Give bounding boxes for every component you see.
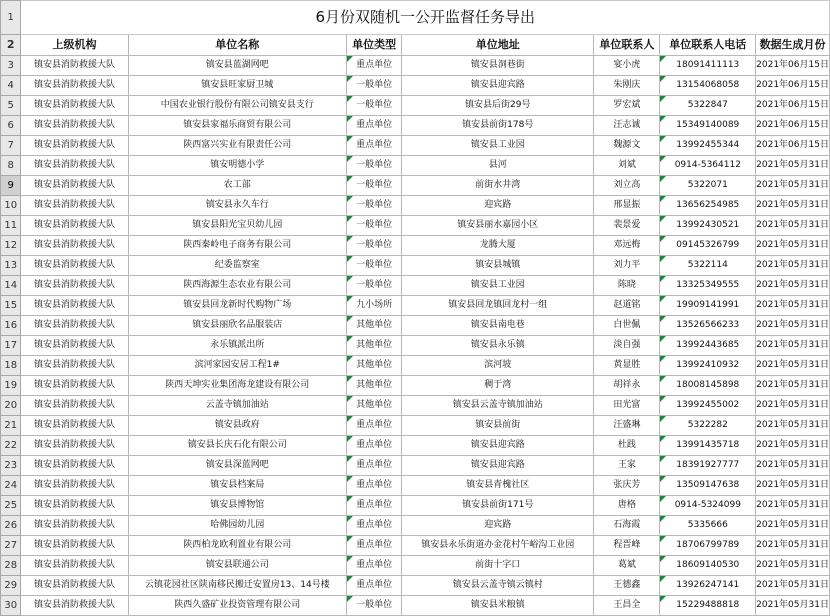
cell-unit-address[interactable]: 迎宾路	[402, 516, 594, 536]
cell-unit-address[interactable]: 镇安县丽水嘉园小区	[402, 216, 594, 236]
header-cell-data-month[interactable]: 数据生成月份	[756, 35, 830, 56]
cell-unit-address[interactable]: 县河	[402, 156, 594, 176]
cell-contact[interactable]: 刘力平	[594, 256, 660, 276]
cell-contact-phone[interactable]: 5322847	[660, 96, 756, 116]
cell-contact[interactable]: 罗宏斌	[594, 96, 660, 116]
cell-unit-address[interactable]: 镇安县前街178号	[402, 116, 594, 136]
table-row	[1, 316, 830, 336]
cell-data-month[interactable]: 2021年06月15日	[756, 136, 830, 156]
cell-contact[interactable]: 邓远梅	[594, 236, 660, 256]
table-row	[1, 416, 830, 436]
cell-unit-name[interactable]: 镇安县丽欣名品服装店	[128, 316, 346, 336]
cell-data-month[interactable]: 2021年05月31日	[756, 416, 830, 436]
table-row	[1, 536, 830, 556]
cell-data-month[interactable]: 2021年05月31日	[756, 376, 830, 396]
table-row	[1, 176, 830, 196]
cell-parent-org[interactable]: 镇安县消防救援大队	[21, 296, 128, 316]
cell-data-month[interactable]: 2021年05月31日	[756, 356, 830, 376]
cell-parent-org[interactable]: 镇安县消防救援大队	[21, 136, 128, 156]
cell-contact-phone[interactable]: 18008145898	[660, 376, 756, 396]
table-row	[1, 376, 830, 396]
cell-unit-name[interactable]: 永乐镇派出所	[128, 336, 346, 356]
cell-unit-name[interactable]: 陕西天坤实业集团海龙建设有限公司	[128, 376, 346, 396]
row-header[interactable]: 6	[1, 116, 21, 136]
cell-unit-name[interactable]: 镇安县家福乐商贸有限公司	[128, 116, 346, 136]
cell-unit-name[interactable]: 镇安县永久车行	[128, 196, 346, 216]
sheet-title[interactable]: 6月份双随机一公开监督任务导出	[21, 1, 830, 35]
cell-unit-name[interactable]: 哈佛园幼儿园	[128, 516, 346, 536]
cell-contact[interactable]: 陈晓	[594, 276, 660, 296]
table-row	[1, 336, 830, 356]
cell-unit-type[interactable]: 其他单位	[347, 316, 402, 336]
cell-parent-org[interactable]: 镇安县消防救援大队	[21, 496, 128, 516]
cell-contact-phone[interactable]: 0914-5324099	[660, 496, 756, 516]
cell-contact[interactable]: 刘斌	[594, 156, 660, 176]
cell-unit-address[interactable]: 镇安县前街	[402, 416, 594, 436]
cell-unit-type[interactable]: 一般单位	[347, 156, 402, 176]
cell-contact-phone[interactable]: 18706799789	[660, 536, 756, 556]
cell-unit-type[interactable]: 一般单位	[347, 176, 402, 196]
cell-unit-name[interactable]: 纪委监察室	[128, 256, 346, 276]
cell-contact-phone[interactable]: 13992410932	[660, 356, 756, 376]
header-cell-unit-address[interactable]: 单位地址	[402, 35, 594, 56]
row-header[interactable]: 11	[1, 216, 21, 236]
cell-contact[interactable]: 淡自强	[594, 336, 660, 356]
cell-unit-name[interactable]: 镇安县回龙新时代购物广场	[128, 296, 346, 316]
cell-unit-address[interactable]: 滨河坡	[402, 356, 594, 376]
row-header[interactable]: 8	[1, 156, 21, 176]
cell-unit-name[interactable]: 镇安县深蓝网吧	[128, 456, 346, 476]
row-header[interactable]: 9	[1, 176, 21, 196]
cell-contact-phone[interactable]: 13992455002	[660, 396, 756, 416]
cell-data-month[interactable]: 2021年05月31日	[756, 156, 830, 176]
row-header[interactable]: 12	[1, 236, 21, 256]
cell-unit-name[interactable]: 陕西海源生态农业有限公司	[128, 276, 346, 296]
cell-parent-org[interactable]: 镇安县消防救援大队	[21, 96, 128, 116]
header-cell-unit-type[interactable]: 单位类型	[347, 35, 402, 56]
cell-unit-name[interactable]: 镇安县长庆石化有限公司	[128, 436, 346, 456]
cell-unit-name[interactable]: 云镇花园社区陕南移民搬迁安置房13、14号楼	[128, 576, 346, 596]
cell-data-month[interactable]: 2021年05月31日	[756, 276, 830, 296]
cell-contact-phone[interactable]: 13926247141	[660, 576, 756, 596]
cell-data-month[interactable]: 2021年05月31日	[756, 316, 830, 336]
cell-contact[interactable]: 王德鑫	[594, 576, 660, 596]
row-header[interactable]: 5	[1, 96, 21, 116]
cell-unit-address[interactable]: 镇安县工业园	[402, 136, 594, 156]
cell-unit-address[interactable]: 镇安县迎宾路	[402, 456, 594, 476]
cell-contact-phone[interactable]: 5322282	[660, 416, 756, 436]
row-header[interactable]: 19	[1, 376, 21, 396]
cell-data-month[interactable]: 2021年05月31日	[756, 516, 830, 536]
table-row	[1, 276, 830, 296]
table-row	[1, 156, 830, 176]
cell-unit-name[interactable]: 镇安明德小学	[128, 156, 346, 176]
cell-unit-address[interactable]: 镇安县回龙镇回龙村一组	[402, 296, 594, 316]
cell-unit-type[interactable]: 重点单位	[347, 456, 402, 476]
cell-data-month[interactable]: 2021年06月15日	[756, 96, 830, 116]
table-row	[1, 576, 830, 596]
cell-parent-org[interactable]: 镇安县消防救援大队	[21, 196, 128, 216]
cell-contact[interactable]: 王昌全	[594, 596, 660, 616]
cell-unit-type[interactable]: 九小场所	[347, 296, 402, 316]
cell-unit-type[interactable]: 重点单位	[347, 516, 402, 536]
cell-contact-phone[interactable]: 13992430521	[660, 216, 756, 236]
cell-parent-org[interactable]: 镇安县消防救援大队	[21, 356, 128, 376]
cell-data-month[interactable]: 2021年05月31日	[756, 556, 830, 576]
cell-unit-name[interactable]: 陕西秦岭电子商务有限公司	[128, 236, 346, 256]
cell-unit-address[interactable]: 镇安县洞巷街	[402, 56, 594, 76]
table-row	[1, 556, 830, 576]
cell-contact-phone[interactable]: 13154068058	[660, 76, 756, 96]
cell-parent-org[interactable]: 镇安县消防救援大队	[21, 556, 128, 576]
cell-data-month[interactable]: 2021年05月31日	[756, 196, 830, 216]
row-header[interactable]: 4	[1, 76, 21, 96]
cell-data-month[interactable]: 2021年05月31日	[756, 576, 830, 596]
cell-unit-type[interactable]: 重点单位	[347, 136, 402, 156]
cell-parent-org[interactable]: 镇安县消防救援大队	[21, 116, 128, 136]
cell-unit-name[interactable]: 云盖寺镇加油站	[128, 396, 346, 416]
cell-unit-type[interactable]: 重点单位	[347, 576, 402, 596]
cell-unit-address[interactable]: 迎宾路	[402, 196, 594, 216]
cell-unit-address[interactable]: 镇安县永乐镇	[402, 336, 594, 356]
cell-data-month[interactable]: 2021年05月31日	[756, 436, 830, 456]
cell-unit-name[interactable]: 陕西富兴实业有限责任公司	[128, 136, 346, 156]
cell-contact-phone[interactable]: 15229488818	[660, 596, 756, 616]
cell-parent-org[interactable]: 镇安县消防救援大队	[21, 436, 128, 456]
row-header[interactable]: 16	[1, 316, 21, 336]
row-header[interactable]: 23	[1, 456, 21, 476]
row-header[interactable]: 18	[1, 356, 21, 376]
table-row	[1, 496, 830, 516]
cell-data-month[interactable]: 2021年06月15日	[756, 116, 830, 136]
cell-contact[interactable]: 魏源文	[594, 136, 660, 156]
cell-contact[interactable]: 邢显振	[594, 196, 660, 216]
cell-parent-org[interactable]: 镇安县消防救援大队	[21, 76, 128, 96]
cell-unit-name[interactable]: 陕西久盛矿业投资管理有限公司	[128, 596, 346, 616]
table-row	[1, 436, 830, 456]
cell-contact[interactable]: 朱刚庆	[594, 76, 660, 96]
cell-unit-type[interactable]: 重点单位	[347, 536, 402, 556]
cell-unit-type[interactable]: 一般单位	[347, 196, 402, 216]
cell-contact[interactable]: 汪志诚	[594, 116, 660, 136]
row-header[interactable]: 17	[1, 336, 21, 356]
cell-unit-name[interactable]: 镇安县博物馆	[128, 496, 346, 516]
cell-unit-type[interactable]: 一般单位	[347, 216, 402, 236]
cell-parent-org[interactable]: 镇安县消防救援大队	[21, 536, 128, 556]
cell-unit-type[interactable]: 重点单位	[347, 476, 402, 496]
cell-contact[interactable]: 白世佩	[594, 316, 660, 336]
cell-unit-address[interactable]: 前街十字口	[402, 556, 594, 576]
row-header[interactable]: 14	[1, 276, 21, 296]
cell-parent-org[interactable]: 镇安县消防救援大队	[21, 476, 128, 496]
cell-parent-org[interactable]: 镇安县消防救援大队	[21, 236, 128, 256]
cell-contact[interactable]: 杜践	[594, 436, 660, 456]
cell-contact-phone[interactable]: 13509147638	[660, 476, 756, 496]
row-header[interactable]: 2	[1, 35, 21, 56]
row-header[interactable]: 26	[1, 516, 21, 536]
cell-contact[interactable]: 裴景爱	[594, 216, 660, 236]
header-cell-contact[interactable]: 单位联系人	[594, 35, 660, 56]
cell-contact-phone[interactable]: 5322114	[660, 256, 756, 276]
cell-unit-name[interactable]: 陕西柏龙欧利置业有限公司	[128, 536, 346, 556]
row-header[interactable]: 1	[1, 1, 21, 35]
cell-contact-phone[interactable]: 13325349555	[660, 276, 756, 296]
cell-contact-phone[interactable]: 13992455344	[660, 136, 756, 156]
cell-parent-org[interactable]: 镇安县消防救援大队	[21, 516, 128, 536]
cell-unit-name[interactable]: 镇安县阳光宝贝幼儿园	[128, 216, 346, 236]
row-header[interactable]: 28	[1, 556, 21, 576]
cell-parent-org[interactable]: 镇安县消防救援大队	[21, 596, 128, 616]
row-header[interactable]: 25	[1, 496, 21, 516]
cell-unit-address[interactable]: 龙腾大厦	[402, 236, 594, 256]
cell-data-month[interactable]: 2021年05月31日	[756, 496, 830, 516]
row-header[interactable]: 10	[1, 196, 21, 216]
table-row	[1, 296, 830, 316]
cell-unit-name[interactable]: 镇安县联通公司	[128, 556, 346, 576]
row-header[interactable]: 27	[1, 536, 21, 556]
cell-unit-type[interactable]: 一般单位	[347, 76, 402, 96]
cell-unit-type[interactable]: 重点单位	[347, 56, 402, 76]
cell-parent-org[interactable]: 镇安县消防救援大队	[21, 56, 128, 76]
table-row	[1, 76, 830, 96]
cell-data-month[interactable]: 2021年05月31日	[756, 336, 830, 356]
cell-data-month[interactable]: 2021年05月31日	[756, 596, 830, 616]
cell-data-month[interactable]: 2021年05月31日	[756, 216, 830, 236]
cell-data-month[interactable]: 2021年05月31日	[756, 536, 830, 556]
cell-unit-type[interactable]: 重点单位	[347, 556, 402, 576]
cell-data-month[interactable]: 2021年05月31日	[756, 476, 830, 496]
cell-unit-type[interactable]: 重点单位	[347, 496, 402, 516]
row-header[interactable]: 30	[1, 596, 21, 616]
cell-unit-type[interactable]: 其他单位	[347, 356, 402, 376]
cell-contact-phone[interactable]: 13656254985	[660, 196, 756, 216]
cell-data-month[interactable]: 2021年05月31日	[756, 456, 830, 476]
cell-contact-phone[interactable]: 0914-5364112	[660, 156, 756, 176]
cell-contact-phone[interactable]: 13991435718	[660, 436, 756, 456]
cell-unit-type[interactable]: 重点单位	[347, 416, 402, 436]
row-header[interactable]: 20	[1, 396, 21, 416]
cell-unit-address[interactable]: 镇安县迎宾路	[402, 436, 594, 456]
cell-unit-name[interactable]: 农工部	[128, 176, 346, 196]
cell-unit-name[interactable]: 镇安县旺家厨卫城	[128, 76, 346, 96]
cell-contact-phone[interactable]: 13992443685	[660, 336, 756, 356]
cell-data-month[interactable]: 2021年06月15日	[756, 76, 830, 96]
cell-unit-address[interactable]: 镇安县米粮镇	[402, 596, 594, 616]
cell-parent-org[interactable]: 镇安县消防救援大队	[21, 396, 128, 416]
cell-unit-type[interactable]: 其他单位	[347, 336, 402, 356]
cell-contact[interactable]: 胡祥永	[594, 376, 660, 396]
row-header[interactable]: 24	[1, 476, 21, 496]
cell-contact-phone[interactable]: 13526566233	[660, 316, 756, 336]
cell-contact-phone[interactable]: 18391927777	[660, 456, 756, 476]
cell-unit-name[interactable]: 镇安县档案局	[128, 476, 346, 496]
cell-unit-address[interactable]: 镇安县城镇	[402, 256, 594, 276]
cell-unit-type[interactable]: 一般单位	[347, 96, 402, 116]
row-header[interactable]: 29	[1, 576, 21, 596]
table-row	[1, 96, 830, 116]
header-cell-parent-org[interactable]: 上级机构	[21, 35, 128, 56]
header-cell-unit-name[interactable]: 单位名称	[128, 35, 346, 56]
cell-contact[interactable]: 刘立高	[594, 176, 660, 196]
row-header[interactable]: 22	[1, 436, 21, 456]
cell-unit-type[interactable]: 其他单位	[347, 396, 402, 416]
cell-unit-type[interactable]: 重点单位	[347, 436, 402, 456]
cell-unit-address[interactable]: 镇安县工业园	[402, 276, 594, 296]
cell-data-month[interactable]: 2021年05月31日	[756, 296, 830, 316]
cell-parent-org[interactable]: 镇安县消防救援大队	[21, 256, 128, 276]
table-row	[1, 56, 830, 76]
table-row	[1, 196, 830, 216]
cell-contact[interactable]: 黄显胜	[594, 356, 660, 376]
cell-unit-address[interactable]: 镇安县后街29号	[402, 96, 594, 116]
cell-parent-org[interactable]: 镇安县消防救援大队	[21, 416, 128, 436]
cell-unit-type[interactable]: 一般单位	[347, 596, 402, 616]
cell-contact[interactable]: 葛斌	[594, 556, 660, 576]
cell-parent-org[interactable]: 镇安县消防救援大队	[21, 336, 128, 356]
cell-unit-address[interactable]: 镇安县南电巷	[402, 316, 594, 336]
cell-contact[interactable]: 赵道铭	[594, 296, 660, 316]
cell-unit-address[interactable]: 稠于湾	[402, 376, 594, 396]
table-row	[1, 216, 830, 236]
row-header[interactable]: 13	[1, 256, 21, 276]
header-cell-contact-phone[interactable]: 单位联系人电话	[660, 35, 756, 56]
cell-contact-phone[interactable]: 09145326799	[660, 236, 756, 256]
cell-contact-phone[interactable]: 5322071	[660, 176, 756, 196]
cell-parent-org[interactable]: 镇安县消防救援大队	[21, 156, 128, 176]
cell-parent-org[interactable]: 镇安县消防救援大队	[21, 216, 128, 236]
cell-contact[interactable]: 田光富	[594, 396, 660, 416]
cell-unit-address[interactable]: 镇安县青槐社区	[402, 476, 594, 496]
cell-unit-type[interactable]: 其他单位	[347, 376, 402, 396]
cell-data-month[interactable]: 2021年05月31日	[756, 236, 830, 256]
row-header[interactable]: 21	[1, 416, 21, 436]
cell-parent-org[interactable]: 镇安县消防救援大队	[21, 456, 128, 476]
cell-unit-address[interactable]: 镇安县云盖寺镇云镇村	[402, 576, 594, 596]
cell-contact[interactable]: 唐格	[594, 496, 660, 516]
cell-contact-phone[interactable]: 15349140089	[660, 116, 756, 136]
row-header[interactable]: 3	[1, 56, 21, 76]
cell-parent-org[interactable]: 镇安县消防救援大队	[21, 316, 128, 336]
table-row	[1, 516, 830, 536]
cell-unit-address[interactable]: 镇安县永乐街道办金花村午峪沟工业园	[402, 536, 594, 556]
cell-unit-type[interactable]: 重点单位	[347, 116, 402, 136]
cell-parent-org[interactable]: 镇安县消防救援大队	[21, 376, 128, 396]
cell-contact[interactable]: 汪盛琳	[594, 416, 660, 436]
cell-contact[interactable]: 石海霞	[594, 516, 660, 536]
cell-unit-address[interactable]: 镇安县云盖寺镇加油站	[402, 396, 594, 416]
cell-contact-phone[interactable]: 18609140530	[660, 556, 756, 576]
cell-contact[interactable]: 王家	[594, 456, 660, 476]
cell-contact-phone[interactable]: 5335666	[660, 516, 756, 536]
table-row	[1, 136, 830, 156]
table-row	[1, 356, 830, 376]
cell-contact-phone[interactable]: 19909141991	[660, 296, 756, 316]
table-row	[1, 456, 830, 476]
cell-unit-name[interactable]: 滨河家园安居工程1#	[128, 356, 346, 376]
cell-contact[interactable]: 程晋峰	[594, 536, 660, 556]
cell-unit-name[interactable]: 镇安县政府	[128, 416, 346, 436]
cell-data-month[interactable]: 2021年05月31日	[756, 176, 830, 196]
cell-unit-address[interactable]: 前街水井湾	[402, 176, 594, 196]
cell-data-month[interactable]: 2021年05月31日	[756, 256, 830, 276]
cell-unit-type[interactable]: 一般单位	[347, 276, 402, 296]
table-row	[1, 476, 830, 496]
cell-data-month[interactable]: 2021年05月31日	[756, 396, 830, 416]
cell-unit-name[interactable]: 中国农业银行股份有限公司镇安县支行	[128, 96, 346, 116]
cell-data-month[interactable]: 2021年06月15日	[756, 56, 830, 76]
table-row	[1, 236, 830, 256]
table-row	[1, 396, 830, 416]
cell-unit-address[interactable]: 镇安县迎宾路	[402, 76, 594, 96]
cell-unit-type[interactable]: 一般单位	[347, 256, 402, 276]
table-row	[1, 256, 830, 276]
cell-unit-address[interactable]: 镇安县前街171号	[402, 496, 594, 516]
row-header[interactable]: 7	[1, 136, 21, 156]
table-row	[1, 116, 830, 136]
cell-parent-org[interactable]: 镇安县消防救援大队	[21, 576, 128, 596]
row-header[interactable]: 15	[1, 296, 21, 316]
cell-contact[interactable]: 宴小虎	[594, 56, 660, 76]
cell-contact-phone[interactable]: 18091411113	[660, 56, 756, 76]
cell-contact[interactable]: 张庆芳	[594, 476, 660, 496]
cell-unit-name[interactable]: 镇安县蓝湖网吧	[128, 56, 346, 76]
cell-unit-type[interactable]: 一般单位	[347, 236, 402, 256]
cell-parent-org[interactable]: 镇安县消防救援大队	[21, 176, 128, 196]
table-row	[1, 596, 830, 616]
cell-parent-org[interactable]: 镇安县消防救援大队	[21, 276, 128, 296]
